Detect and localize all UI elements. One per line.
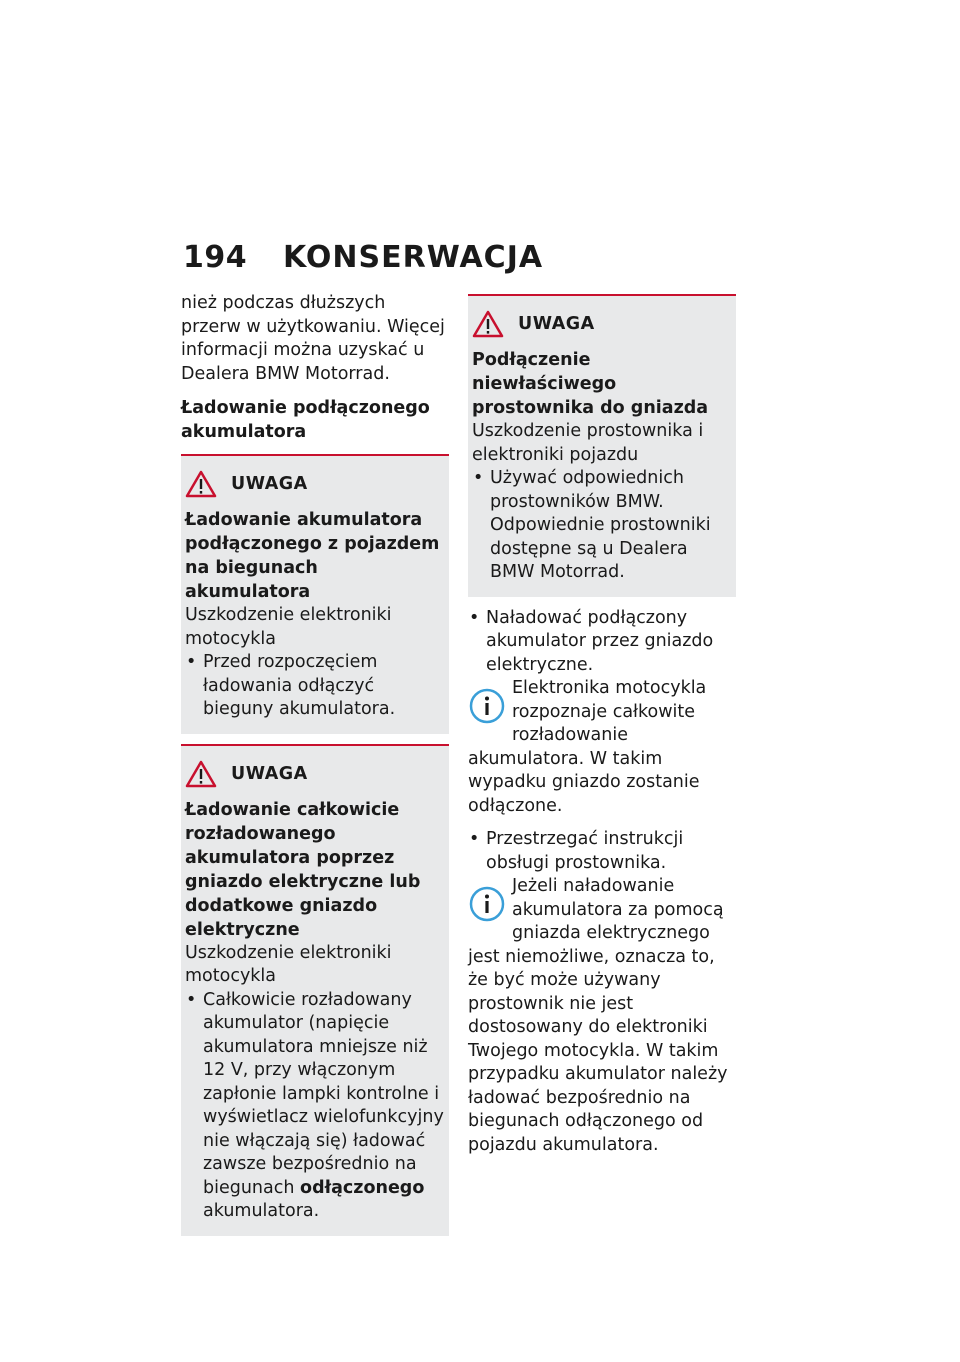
warning-box-2 (181, 744, 449, 1236)
warning-title: Ładowanie akumulatora podłączonego z pojazdem na biegunach akumulatora (185, 510, 440, 602)
info-text: Elektronika motocykla rozpoznaje całkowite rozładowanie akumulatora. W takim wypadku gniazdo zostanie odłączone. (468, 678, 707, 816)
bullet-end-text: akumulatora. (203, 1201, 320, 1221)
step-item: • Naładować podłączony akumulator przez gniazdo elektryczne. (468, 607, 736, 678)
warning-box-3 (468, 294, 736, 597)
right-column (468, 294, 736, 1157)
warning-triangle-icon (185, 470, 217, 498)
info-note (468, 677, 736, 818)
info-icon (468, 885, 506, 923)
warning-triangle-icon (185, 760, 217, 788)
bullet-bold-text: odłączonego (300, 1177, 425, 1198)
warning-bullet: • Używać odpowiednich prostowników BMW. Odpowiednie prostowniki dostępne są u Dealera BMW Motorrad. (472, 467, 732, 585)
warning-box-1 (181, 454, 449, 734)
info-icon (468, 687, 506, 725)
info-note (468, 875, 736, 1157)
warning-label: UWAGA (231, 474, 308, 494)
section-title: KONSERWACJA (283, 240, 544, 275)
warning-bullet: • Przed rozpoczęciem ładowania odłączyć bieguny akumulatora. (185, 651, 445, 722)
page-number: 194 (183, 240, 248, 275)
warning-triangle-icon (472, 310, 504, 338)
warning-label: UWAGA (518, 314, 595, 334)
page-header (183, 240, 543, 280)
intro-text: nież podczas dłuższych przerw w użytkowaniu. Więcej informacji można uzyskać u Dealera BMW Motorrad. (181, 293, 445, 384)
warning-body: Uszkodzenie elektroniki motocykla (185, 605, 392, 649)
step-item: • Przestrzegać instrukcji obsługi prostownika. (468, 828, 736, 875)
warning-title: Podłączenie niewłaściwego prostownika do gniazda (472, 350, 709, 418)
warning-label: UWAGA (231, 763, 308, 784)
subheading: Ładowanie podłączonego akumulatora (181, 398, 430, 442)
warning-bullet (185, 989, 445, 1224)
info-text: Jeżeli naładowanie akumulatora za pomocą gniazda elektrycznego jest niemożliwe, oznacza to, że być może używany prostownik nie jest dostosowany do elektroniki Twojego motocykla. W takim przypadku akumulator należy ładować bezpośrednio na biegunach odłączonego od pojazdu akumulatora. (468, 876, 728, 1155)
warning-body: Uszkodzenie elektroniki motocykla (185, 942, 392, 986)
warning-body: Uszkodzenie prostownika i elektroniki pojazdu (472, 421, 704, 465)
bullet-text: Całkowicie rozładowany akumulator (napięcie akumulatora mniejsze niż 12 V, przy włączonym zapłonie lampki kontrolne i wyświetlacz wielofunkcyjny nie włączają się) ładować zawsze bezpośrednio na biegunach (203, 989, 444, 1198)
warning-title: Ładowanie całkowicie rozładowanego akumulatora poprzez gniazdo elektryczne lub dodatkowe gniazdo elektryczne (185, 799, 421, 940)
left-column (181, 292, 449, 1236)
